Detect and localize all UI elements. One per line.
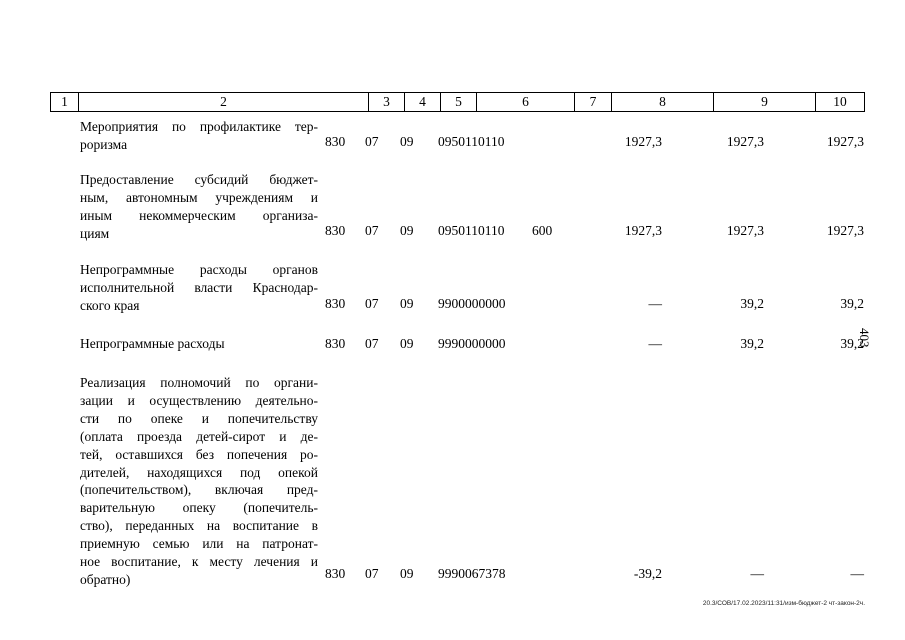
cell-col-9: —	[750, 566, 764, 581]
cell-col-10: 1927,3	[826, 134, 864, 149]
cell-col-9: 1927,3	[726, 223, 764, 238]
footer-note: 20.3/СОВ/17.02.2023/11:31/изм-бюджет-2 чт-закон-2ч.	[702, 600, 865, 607]
cell-col-3: 830	[325, 134, 346, 149]
table-header	[50, 92, 865, 112]
desc-line: зации и осуществлению деятельно-	[80, 392, 318, 408]
header-col-8: 8	[612, 93, 714, 111]
cell-col-3: 830	[325, 296, 346, 311]
cell-col-9: 39,2	[740, 296, 764, 311]
desc-line: Предоставление субсидий бюджет-	[80, 172, 318, 187]
desc-line: иным некоммерческим организа-	[80, 207, 318, 223]
cell-col-10: 39,2	[840, 296, 864, 311]
row-description	[80, 118, 318, 154]
row-description	[80, 374, 318, 589]
header-col-10: 10	[833, 94, 847, 109]
header-col-9: 9	[714, 93, 816, 111]
cell-col-4: 07	[365, 336, 379, 351]
desc-line: ное воспитание, к месту лечения и	[80, 554, 318, 570]
cell-col-6: 9990000000	[438, 336, 506, 351]
desc-line: обратно)	[80, 571, 131, 587]
header-col-7: 7	[575, 93, 612, 111]
cell-col-10: 39,2	[840, 336, 864, 351]
header-col-6: 6	[477, 93, 575, 111]
cell-col-6: 9990067378	[438, 566, 506, 581]
cell-col-9: 1927,3	[726, 134, 764, 149]
cell-col-8: 1927,3	[624, 134, 662, 149]
page-number: 403	[857, 328, 872, 348]
desc-line: (попечительством), включая пред-	[80, 482, 318, 498]
cell-col-4: 07	[365, 223, 379, 238]
cell-col-7: 600	[532, 223, 553, 238]
cell-col-10: 1927,3	[826, 223, 864, 238]
cell-col-5: 09	[400, 296, 414, 311]
desc-line: исполнительной власти Краснодар-	[80, 279, 318, 295]
row-description	[80, 261, 318, 315]
cell-col-6: 0950110110	[438, 134, 505, 149]
cell-col-8: -39,2	[633, 566, 662, 581]
desc-line: циям	[80, 225, 110, 241]
desc-line: Непрограммные расходы	[80, 336, 225, 351]
cell-col-5: 09	[400, 566, 414, 581]
cell-col-3: 830	[325, 566, 346, 581]
cell-col-4: 07	[365, 566, 379, 581]
desc-line: ского края	[80, 297, 140, 313]
desc-line: ным, автономным учреждениям и	[80, 189, 318, 205]
cell-col-4: 07	[365, 134, 379, 149]
header-col-1: 1	[51, 93, 79, 111]
header-col-4: 4	[405, 93, 441, 111]
desc-line: Реализация полномочий по органи-	[80, 375, 318, 390]
cell-col-8: 1927,3	[624, 223, 662, 238]
desc-line: варительную опеку (попечитель-	[80, 500, 318, 516]
desc-line: Мероприятия по профилактике тер-	[80, 119, 318, 134]
cell-col-5: 09	[400, 223, 414, 238]
desc-line: Непрограммные расходы органов	[80, 262, 318, 277]
cell-col-3: 830	[325, 336, 346, 351]
cell-col-6: 0950110110	[438, 223, 505, 238]
header-col-3: 3	[369, 93, 405, 111]
header-col-2: 2	[79, 93, 369, 111]
desc-line: дителей, находящихся под опекой	[80, 464, 318, 480]
cell-col-10: —	[850, 566, 864, 581]
desc-line: тей, оставшихся без попечения ро-	[80, 446, 318, 462]
cell-col-6: 9900000000	[438, 296, 506, 311]
desc-line: (оплата проезда детей-сирот и де-	[80, 428, 318, 444]
row-description	[80, 171, 318, 243]
row-description	[80, 335, 318, 353]
cell-col-8: —	[648, 336, 662, 351]
header-col-5: 5	[441, 93, 477, 111]
desc-line: сти по опеке и попечительству	[80, 410, 318, 426]
cell-col-9: 39,2	[740, 336, 764, 351]
cell-col-4: 07	[365, 296, 379, 311]
cell-col-3: 830	[325, 223, 346, 238]
cell-col-5: 09	[400, 134, 414, 149]
desc-line: приемную семью или на патронат-	[80, 536, 318, 552]
desc-line: роризма	[80, 136, 128, 152]
cell-col-8: —	[648, 296, 662, 311]
desc-line: ство), переданных на воспитание в	[80, 518, 318, 534]
cell-col-5: 09	[400, 336, 414, 351]
